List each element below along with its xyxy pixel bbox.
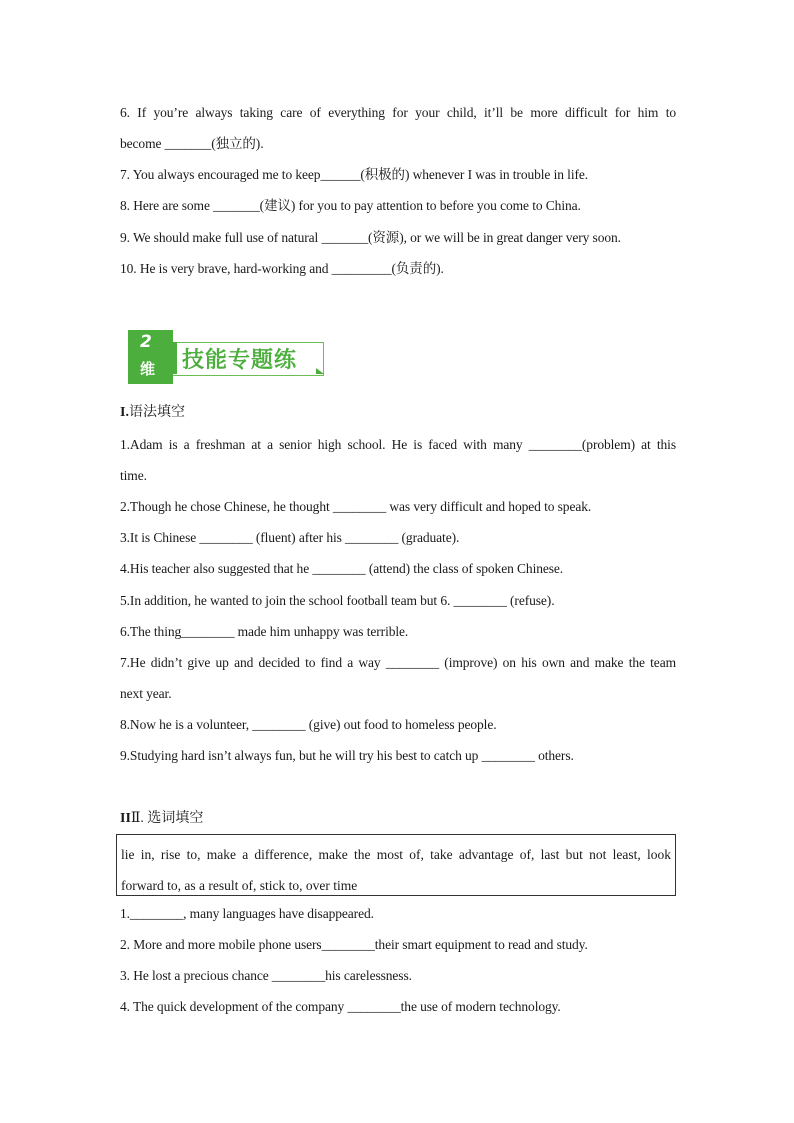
section-1-heading-prefix: I.: [120, 405, 129, 420]
section-banner: [128, 330, 328, 384]
exercise-10: 10. He is very brave, hard-working and _________(负责的).: [120, 261, 444, 276]
exercise-6-line-2: become _______(独立的).: [120, 136, 264, 151]
banner-tail: [316, 368, 324, 374]
vocab-item-2: 2. More and more mobile phone users________their smart equipment to read and study.: [120, 937, 588, 952]
section-1-heading: [120, 404, 185, 422]
grammar-item-7-line-2: next year.: [120, 686, 172, 701]
section-2-heading-prefix: II: [120, 811, 131, 826]
banner-strip: [173, 342, 177, 374]
grammar-item-4: 4.His teacher also suggested that he ________ (attend) the class of spoken Chinese.: [120, 561, 564, 576]
vocab-item-1: 1.________, many languages have disappeared.: [120, 906, 374, 921]
exercise-6-line-1: 6. If you’re always taking care of everything for your child, it’ll be more difficult for him to: [120, 105, 676, 120]
section-2-heading-text: Ⅱ. 选词填空: [130, 811, 204, 826]
banner-title: 技能专题练: [182, 348, 298, 373]
vocab-item-4: 4. The quick development of the company ________the use of modern technology.: [120, 999, 561, 1014]
word-bank-box: [116, 834, 676, 896]
banner-number-box: [128, 330, 173, 384]
banner-wei: 维: [140, 360, 156, 378]
grammar-item-2: 2.Though he chose Chinese, he thought ________ was very difficult and hoped to speak.: [120, 499, 592, 514]
grammar-item-1-line-1: 1.Adam is a freshman at a senior high school. He is faced with many ________(problem) at this: [120, 437, 676, 452]
grammar-item-7-line-1: 7.He didn’t give up and decided to find a way ________ (improve) on his own and make the team: [120, 655, 676, 670]
grammar-item-6: 6.The thing________ made him unhappy was terrible.: [120, 624, 409, 639]
exercise-7: 7. You always encouraged me to keep______(积极的) whenever I was in trouble in life.: [120, 167, 589, 182]
exercise-9: 9. We should make full use of natural _______(资源), or we will be in great danger very soon.: [120, 230, 621, 245]
exercise-8: 8. Here are some _______(建议) for you to pay attention to before you come to China.: [120, 198, 581, 213]
section-1-heading-text: 语法填空: [128, 405, 185, 420]
grammar-item-5: 5.In addition, he wanted to join the school football team but 6. ________ (refuse).: [120, 593, 555, 608]
banner-number: 2: [140, 332, 152, 352]
word-bank-line-1: lie in, rise to, make a difference, make the most of, take advantage of, last but not least, look: [121, 847, 671, 862]
grammar-item-8: 8.Now he is a volunteer, ________ (give) out food to homeless people.: [120, 717, 497, 732]
grammar-item-1-line-2: time.: [120, 468, 147, 483]
vocab-item-3: 3. He lost a precious chance ________his carelessness.: [120, 968, 412, 983]
word-bank-line-2: forward to, as a result of, stick to, over time: [121, 878, 358, 893]
section-2-heading: [120, 810, 203, 828]
grammar-item-9: 9.Studying hard isn’t always fun, but he will try his best to catch up ________ others.: [120, 748, 574, 763]
grammar-item-3: 3.It is Chinese ________ (fluent) after his ________ (graduate).: [120, 530, 460, 545]
